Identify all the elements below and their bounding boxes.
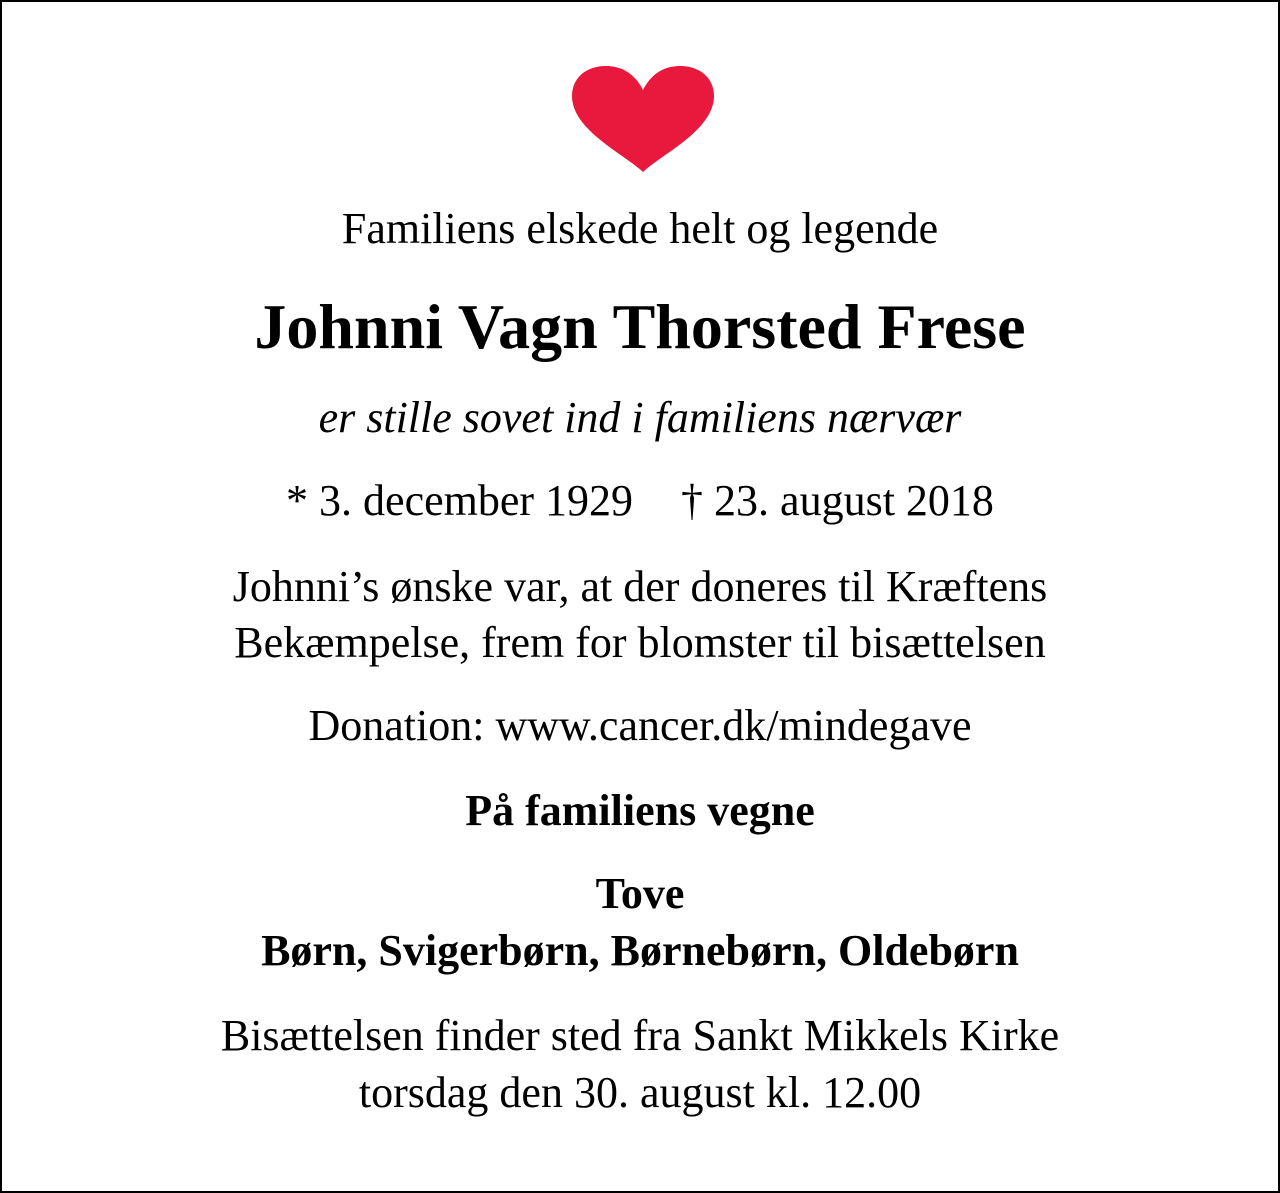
signer-line-2: Børn, Svigerbørn, Børnebørn, Oldebørn [261,926,1019,975]
intro-text: Familiens elskede helt og legende [341,204,939,253]
wish-line-2: Bekæmpelse, frem for blomster til bisættelsen [234,618,1046,667]
service-line-2: torsdag den 30. august kl. 12.00 [358,1068,922,1117]
wish-line-1: Johnni’s ønske var, at der doneres til Kræftens [232,562,1048,611]
death-date: † 23. august 2018 [681,476,994,525]
donation-text: Donation: www.cancer.dk/mindegave [308,701,972,750]
heart-icon [572,66,714,172]
subtitle-text: er stille sovet ind i familiens nærvær [318,393,962,442]
dates-line [2,476,1278,525]
service-line-1: Bisættelsen finder sted fra Sankt Mikkels Kirke [220,1011,1060,1060]
deceased-name: Johnni Vagn Thorsted Frese [254,291,1026,362]
on-behalf-heading: På familiens vegne [465,786,815,835]
birth-date: * 3. december 1929 [286,476,634,525]
signer-line-1: Tove [595,869,685,918]
